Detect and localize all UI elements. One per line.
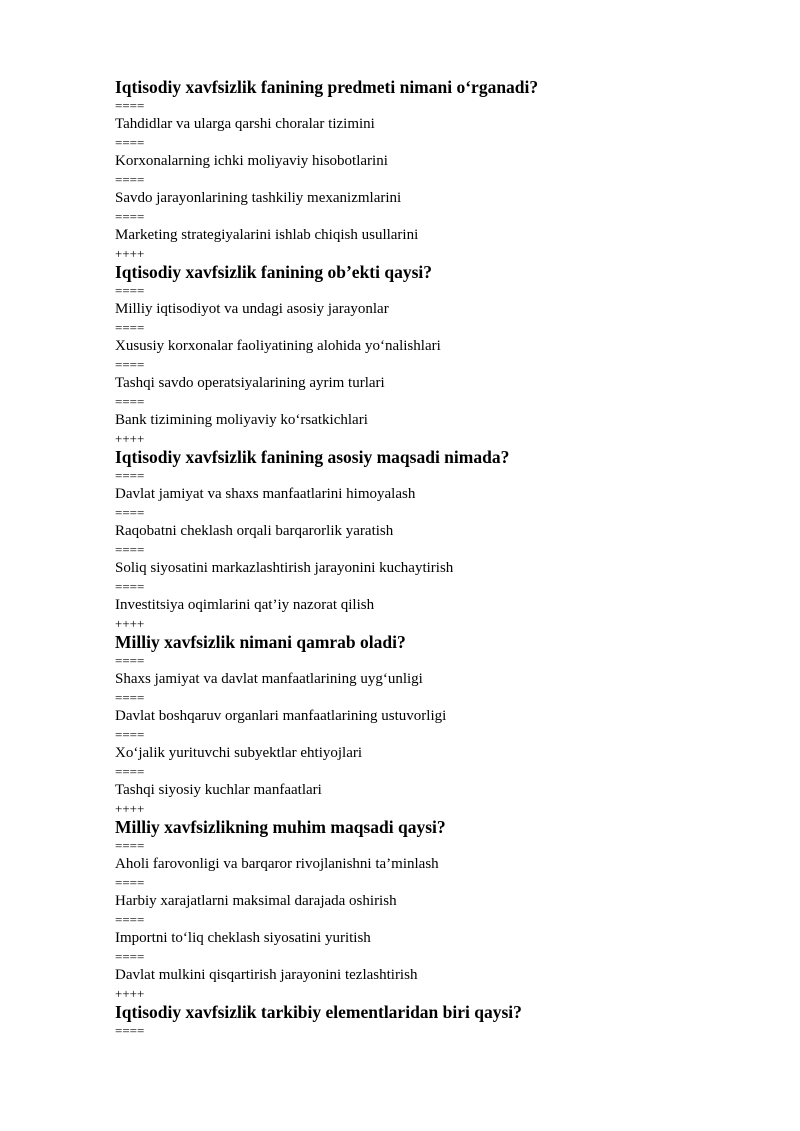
separator: ==== (115, 727, 145, 742)
separator: ==== (115, 764, 145, 779)
answer-option: Bank tizimining moliyaviy ko‘rsatkichlari (115, 412, 368, 428)
answer-option: Davlat mulkini qisqartirish jarayonini tezlashtirish (115, 967, 418, 983)
separator: ==== (115, 653, 145, 668)
answer-option: Harbiy xarajatlarni maksimal darajada oshirish (115, 893, 397, 909)
answer-option: Savdo jarayonlarining tashkiliy mexanizmlarini (115, 190, 402, 206)
question-block (115, 261, 735, 446)
question-text: Iqtisodiy xavfsizlik tarkibiy elementlaridan biri qaysi? (115, 1002, 522, 1022)
separator: ==== (115, 468, 145, 483)
separator: ==== (115, 875, 145, 890)
block-end-marker: ++++ (115, 246, 145, 261)
answer-option: Davlat jamiyat va shaxs manfaatlarini himoyalash (115, 486, 416, 502)
separator: ==== (115, 838, 145, 853)
question-block (115, 1001, 735, 1038)
answer-option: Marketing strategiyalarini ishlab chiqish usullarini (115, 227, 419, 243)
separator: ==== (115, 579, 145, 594)
answer-option: Aholi farovonligi va barqaror rivojlanishni ta’minlash (115, 856, 439, 872)
separator: ==== (115, 283, 145, 298)
answer-option: Korxonalarning ichki moliyaviy hisobotlarini (115, 153, 388, 169)
answer-option: Investitsiya oqimlarini qat’iy nazorat qilish (115, 597, 375, 613)
separator: ==== (115, 690, 145, 705)
question-text: Iqtisodiy xavfsizlik fanining ob’ekti qaysi? (115, 262, 433, 282)
question-text: Iqtisodiy xavfsizlik fanining asosiy maqsadi nimada? (115, 447, 510, 467)
separator: ==== (115, 912, 145, 927)
separator: ==== (115, 542, 145, 557)
separator: ==== (115, 98, 145, 113)
answer-option: Shaxs jamiyat va davlat manfaatlarining uyg‘unligi (115, 671, 423, 687)
separator: ==== (115, 949, 145, 964)
answer-option: Tashqi savdo operatsiyalarining ayrim turlari (115, 375, 385, 391)
separator: ==== (115, 505, 145, 520)
answer-option: Xo‘jalik yurituvchi subyektlar ehtiyojlari (115, 745, 363, 761)
document-page (115, 76, 735, 1038)
answer-option: Raqobatni cheklash orqali barqarorlik yaratish (115, 523, 394, 539)
block-end-marker: ++++ (115, 986, 145, 1001)
question-text: Milliy xavfsizlik nimani qamrab oladi? (115, 632, 406, 652)
block-end-marker: ++++ (115, 801, 145, 816)
block-end-marker: ++++ (115, 616, 145, 631)
question-block (115, 631, 735, 816)
block-end-marker: ++++ (115, 431, 145, 446)
separator: ==== (115, 209, 145, 224)
separator: ==== (115, 394, 145, 409)
separator: ==== (115, 320, 145, 335)
separator: ==== (115, 135, 145, 150)
answer-option: Soliq siyosatini markazlashtirish jarayonini kuchaytirish (115, 560, 454, 576)
question-text: Iqtisodiy xavfsizlik fanining predmeti nimani o‘rganadi? (115, 77, 539, 97)
question-block (115, 816, 735, 1001)
answer-option: Xususiy korxonalar faoliyatining alohida yo‘nalishlari (115, 338, 441, 354)
question-block (115, 76, 735, 261)
question-block (115, 446, 735, 631)
answer-option: Tashqi siyosiy kuchlar manfaatlari (115, 782, 322, 798)
question-text: Milliy xavfsizlikning muhim maqsadi qaysi? (115, 817, 446, 837)
answer-option: Davlat boshqaruv organlari manfaatlarining ustuvorligi (115, 708, 447, 724)
answer-option: Tahdidlar va ularga qarshi choralar tizimini (115, 116, 375, 132)
answer-option: Importni to‘liq cheklash siyosatini yuritish (115, 930, 371, 946)
separator: ==== (115, 1023, 145, 1038)
separator: ==== (115, 357, 145, 372)
answer-option: Milliy iqtisodiyot va undagi asosiy jarayonlar (115, 301, 389, 317)
separator: ==== (115, 172, 145, 187)
